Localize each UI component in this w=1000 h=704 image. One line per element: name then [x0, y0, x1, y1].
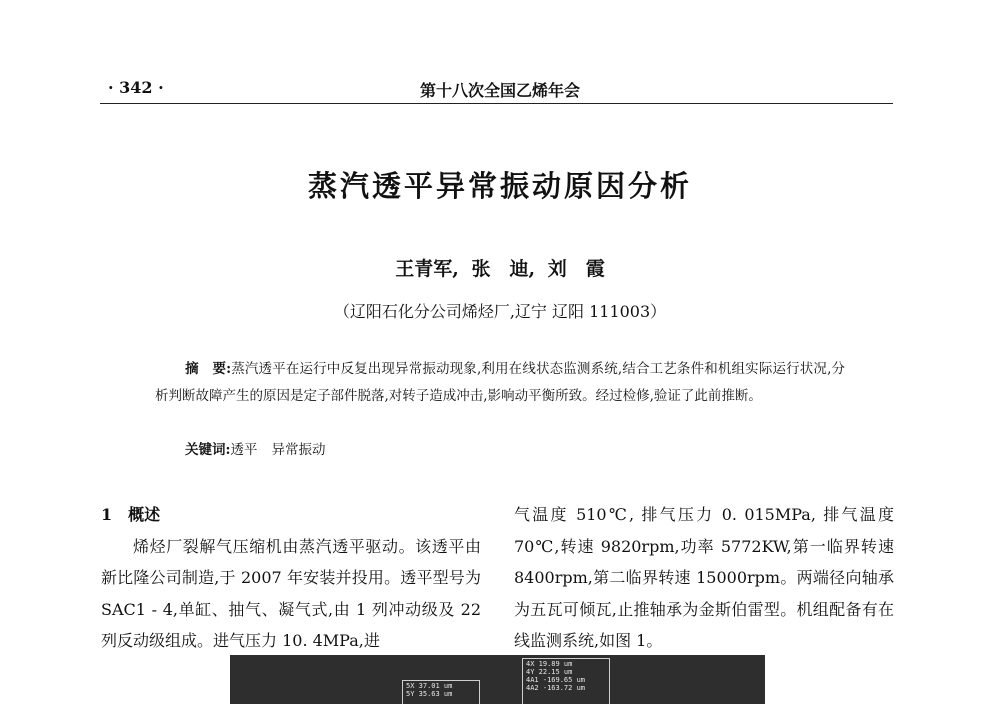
paper-title: 蒸汽透平异常振动原因分析 — [307, 169, 692, 203]
readout-line: 4A2 -163.72 um — [526, 684, 586, 692]
running-header-title: 第十八次全国乙烯年会 — [419, 81, 580, 100]
readout-line: 5X 37.01 um — [406, 682, 453, 690]
abstract-label: 摘 要: — [185, 361, 232, 377]
text-column-right — [514, 499, 894, 657]
keywords — [185, 438, 325, 458]
keywords-label: 关键词: — [185, 442, 231, 458]
affiliation: （辽阳石化分公司烯烃厂,辽宁 辽阳 111003） — [333, 302, 667, 321]
page-number: · 342 · — [108, 78, 164, 97]
readout-line: 4A1 -169.65 um — [526, 676, 586, 684]
probe-readout-left — [402, 680, 480, 704]
probe-readout-right — [522, 658, 610, 704]
abstract-text: 蒸汽透平在运行中反复出现异常振动现象,利用在线状态监测系统,结合工艺条件和机组实际运行状况,分析判断故障产生的原因是定子部件脱落,对转子造成冲击,影响动平衡所致。经过检修,验证了此前推断。 — [155, 361, 846, 404]
abstract — [155, 356, 845, 410]
text-column-left — [101, 499, 481, 657]
readout-line: 4Y 22.15 um — [526, 668, 573, 676]
body-paragraph: 烯烃厂裂解气压缩机由蒸汽透平驱动。该透平由新比隆公司制造,于 2007 年安装并投用。透平型号为 SAC1 - 4,单缸、抽气、凝气式,由 1 列冲动级及 22 列反动级组成。进气压力 10. 4MPa,进 — [101, 536, 481, 650]
keyword-item: 异常振动 — [271, 442, 326, 458]
keyword-item: 透平 — [230, 442, 258, 458]
body-paragraph: 气温度 510℃, 排气压力 0. 015MPa, 排气温度 70℃,转速 9820rpm,功率 5772KW,第一临界转速 8400rpm,第二临界转速 15000rpm。两端径向轴承为五瓦可倾瓦,止推轴承为金斯伯雷型。机组配备有在线监测系统,如图 1。 — [514, 505, 894, 650]
monitoring-figure — [230, 655, 765, 704]
section-heading: 1 概述 — [101, 505, 161, 524]
readout-line: 4X 19.89 um — [526, 660, 573, 668]
readout-line: 5Y 35.63 um — [406, 690, 453, 698]
header-rule — [100, 103, 893, 104]
author-list: 王青军, 张 迪, 刘 霞 — [395, 258, 605, 280]
